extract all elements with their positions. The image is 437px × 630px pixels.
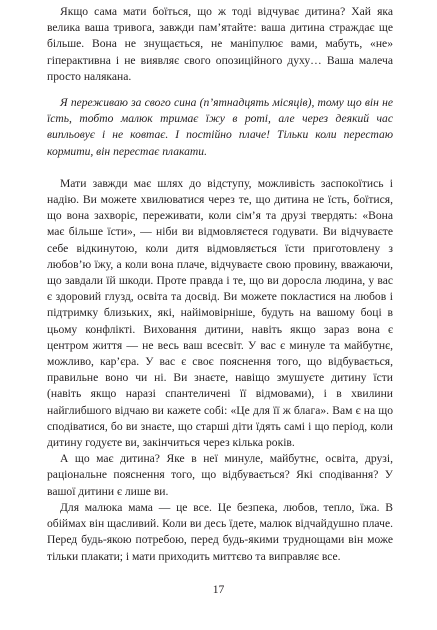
- paragraph-child-fear: Якщо сама мати боїться, що ж тоді відчуває дитина? Хай яка велика ваша тривога, завжди пам’ятайте: ваша дитина страждає ще більше. Вона не знущається, не маніпулює вами, мабуть, «не» гіперактивна і не виявляє свого опозиційного духу… Ваша малеча просто налякана.: [47, 5, 393, 83]
- parent-quote: Я переживаю за свого сина (п’ятнадцять місяців), тому що він не їсть, тобто малюк тримає їжу в роті, але через деякий час випльовує і не ковтає. І постійно плаче! Тільки коли перестаю кормити, він перестає плакати.: [47, 96, 393, 158]
- paragraph-mother-perspective: Мати завжди має шлях до відступу, можливість заспокоїтись і надію. Ви можете хвилюватися через те, що дитина не їсть, боїтися, що вона захворіє, переживати, коли сім’я та друзі твердять: «Вона має більше їсти», — ніби ви відмовляєтеся годувати. Ви відчуваєте себе відкинутою, коли дитя відмовляється їсти приготовлену з любов’ю їжу, а коли вона плаче, відчуваєте свою провину, вважаючи, що завдали їй шкоди. Проте правда і те, що ви доросла людина, у вас є здоровий глузд, освіта та досвід. Ви можете покластися на любов і підтримку близьких, які, найімовірніше, будуть на вашому боці в цьому конфлікті. Виховання дитини, навіть якщо зараз вона є центром життя — не весь ваш всесвіт. У вас є минуле та майбутнє, можливо, кар’єра. У вас є своє пояснення того, що відбувається, правильне воно чи ні. Ви знаєте, навіщо змушуєте дитину їсти (навіть якщо наразі спантеличені її відмовами), і в хвилини найглибшого відчаю ви кажете собі: «Це для її ж блага». Вам є на що сподіватися, бо ви знаєте, що старші діти їдять самі і що період, коли дитину годуєте ви, закінчиться через кілька років.: [47, 176, 393, 450]
- paragraph-mother-is-everything: Для малюка мама — це все. Це безпека, любов, тепло, їжа. В обіймах він щасливий. Коли ви десь їдете, малюк відчайдушно плаче. Перед будь-якою потребою, перед будь-якими труднощами він може тільки плакати; і мати приходить миттєво та виправляє все.: [47, 500, 393, 563]
- paragraph-child-perspective: А що має дитина? Яке в неї минуле, майбутнє, освіта, друзі, раціональне пояснення того, що відбувається? Які сподівання? У вашої дитини є лише ви.: [47, 452, 393, 498]
- page-number: 17: [212, 583, 225, 596]
